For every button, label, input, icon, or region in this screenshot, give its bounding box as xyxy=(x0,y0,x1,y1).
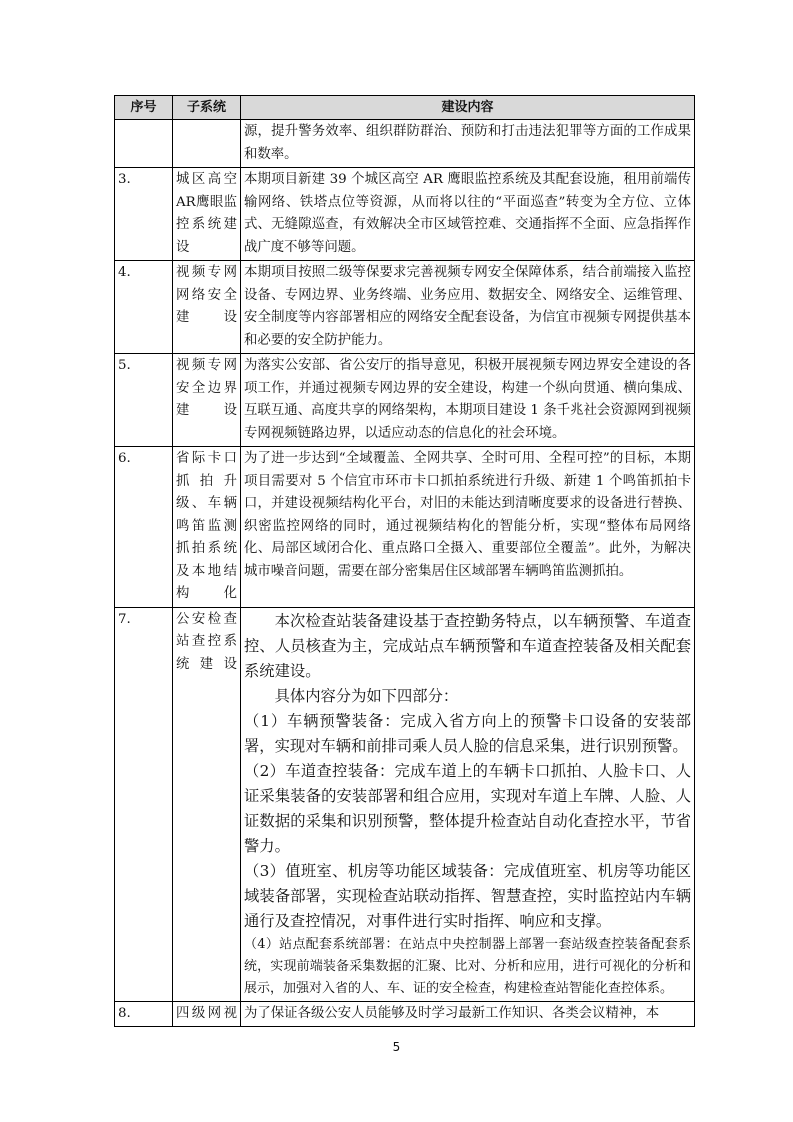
construction-content-table xyxy=(114,95,695,1027)
row-content: 源，提升警务效率、组织群防群治、预防和打击违法犯罪等方面的工作成果和数率。 xyxy=(241,120,695,168)
row-content: 为落实公安部、省公安厅的指导意见，积极开展视频专网边界安全建设的各项工作，并通过视频专网边界的安全建设，构建一个纵向贯通、横向集成、互联互通、高度共享的网络架构，本期项目建设 1 条千兆社会资源网到视频专网视频链路边界，以适应动态的信息化的社会环境。 xyxy=(241,354,695,447)
row-content: 为了保证各级公安人员能够及时学习最新工作知识、各类会议精神，本 xyxy=(241,1001,695,1027)
row-content: 为了进一步达到“全域覆盖、全网共享、全时可用、全程可控”的目标，本期项目需要对 5 个信宜市环市卡口抓拍系统进行升级、新建 1 个鸣笛抓拍卡口，并建设视频结构化平台，对旧的未能达到清晰度要求的设备进行替换、织密监控网络的同时，通过视频结构化的智能分析，实现“整体布局网络化、局部区域闭合化、重点路口全摄入、重要部位全覆盖”。此外，为解决城市噪音问题，需要在部分密集居住区域部署车辆鸣笛监测抓拍。 xyxy=(241,447,695,608)
content-paragraph: （1）车辆预警装备：完成入省方向上的预警卡口设备的安装部署，实现对车辆和前排司乘人员人脸的信息采集，进行识别预警。 xyxy=(244,711,691,755)
content-paragraph: 本次检查站装备建设基于查控勤务特点，以车辆预警、车道查控、人员核查为主，完成站点车辆预警和车道查控装备及相关配套系统建设。 xyxy=(244,611,691,680)
row-number: 5. xyxy=(115,354,173,447)
content-paragraph: （2）车道查控装备：完成车道上的车辆卡口抓拍、人脸卡口、人证采集装备的安装部署和组合应用，实现对车道上车牌、人脸、人证数据的采集和识别预警，整体提升检查站自动化查控水平，节省警力。 xyxy=(244,761,691,855)
table-header-row xyxy=(115,96,695,120)
table-row xyxy=(115,168,695,261)
row-subsystem xyxy=(173,120,241,168)
content-paragraph: （4）站点配套系统部署：在站点中央控制器上部署一套站级查控装备配套系统，实现前端装备采集数据的汇聚、比对、分析和应用，进行可视化的分析和展示，加强对入省的人、车、证的安全检查，构建检查站智能化查控体系。 xyxy=(244,936,691,996)
row-content-multi-paragraph xyxy=(241,607,695,1001)
header-serial-number: 序号 xyxy=(115,96,173,120)
row-subsystem: 城区高空AR鹰眼监控系统建设 xyxy=(173,168,241,261)
row-number xyxy=(115,120,173,168)
table-row xyxy=(115,607,695,1001)
row-subsystem: 视频专网网络安全建设 xyxy=(173,261,241,354)
row-number: 7. xyxy=(115,607,173,1001)
row-subsystem: 公安检查站查控系统建设 xyxy=(173,607,241,1001)
row-number: 4. xyxy=(115,261,173,354)
header-subsystem: 子系统 xyxy=(173,96,241,120)
table-row xyxy=(115,354,695,447)
table-row xyxy=(115,120,695,168)
content-paragraph: （3）值班室、机房等功能区域装备：完成值班室、机房等功能区域装备部署，实现检查站联动指挥、智慧查控，实时监控站内车辆通行及查控情况，对事件进行实时指挥、响应和支撑。 xyxy=(244,861,691,930)
table-row xyxy=(115,261,695,354)
row-subsystem: 省际卡口抓拍升级、车辆鸣笛监测抓拍系统及本地结构化 xyxy=(173,447,241,608)
header-construction-content: 建设内容 xyxy=(241,96,695,120)
row-number: 8. xyxy=(115,1001,173,1027)
row-number: 3. xyxy=(115,168,173,261)
table-row xyxy=(115,447,695,608)
row-content: 本期项目新建 39 个城区高空 AR 鹰眼监控系统及其配套设施，租用前端传输网络、铁塔点位等资源，从而将以往的“平面巡查”转变为全方位、立体式、无缝隙巡查，有效解决全市区域管控难、交通指挥不全面、应急指挥作战广度不够等问题。 xyxy=(241,168,695,261)
row-subsystem: 四级网视 xyxy=(173,1001,241,1027)
content-paragraph: 具体内容分为如下四部分： xyxy=(274,686,459,705)
row-content: 本期项目按照二级等保要求完善视频专网安全保障体系，结合前端接入监控设备、专网边界、业务终端、业务应用、数据安全、网络安全、运维管理、安全制度等内容部署相应的网络安全配套设备，为信宜市视频专网提供基本和必要的安全防护能力。 xyxy=(241,261,695,354)
row-subsystem: 视频专网安全边界建设 xyxy=(173,354,241,447)
table-row xyxy=(115,1001,695,1027)
page-number: 5 xyxy=(392,1040,401,1054)
row-number: 6. xyxy=(115,447,173,608)
